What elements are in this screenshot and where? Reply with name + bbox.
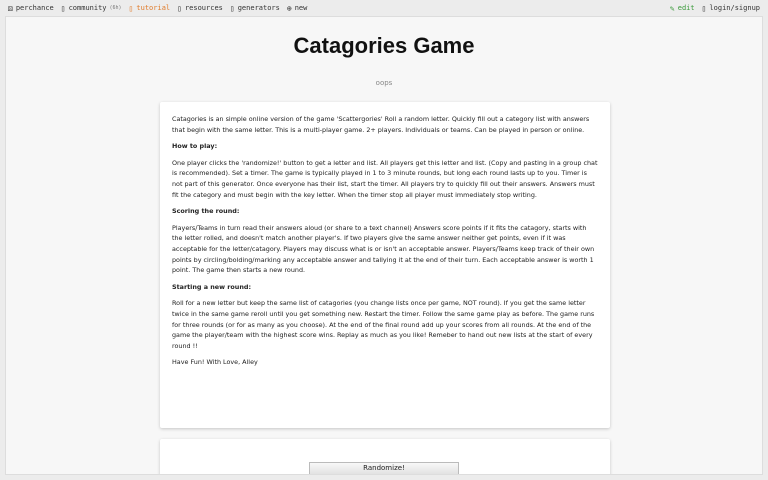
nav-login[interactable]: ▯ login/signup [701, 3, 760, 13]
top-nav [0, 0, 768, 16]
nav-perchance[interactable]: ⚄ perchance [8, 3, 54, 13]
sign-off: Have Fun! With Love, Alley [172, 358, 258, 367]
generators-icon: ▯ [229, 3, 235, 13]
edit-icon: ✎ [669, 3, 675, 13]
new-round-text: Roll for a new letter but keep the same list of catagories (you change lists once per game, NOT round). If you get the same letter twice in the same game reroll until you get something new. Restart the timer. Follow the same game play as before. The game runs for three rounds (or for as many as you choose). At the end of the final round add up your scores from all rounds. At the end of the game the player/team with the highest score wins. Replay as much as you like! Remeber to hand out new lists at the start of every round !! [172, 299, 595, 350]
scoring-text: Players/Teams in turn read their answers aloud (or share to a text channel) Answers score points if it fits the catagory, starts with the letter rolled, and doesn't match another player's. If two players give the same answer neither get points, even if it was acceptable for the letter/catagory. Players may discuss what is or isn't an acceptable answer. Players/Teams keep track of their own points by circling/bolding/marking any acceptable answer and tallying it at the end of their turn. Each acceptable answer is worth 1 point. The game then starts a new round. [172, 223, 595, 275]
how-to-play-heading: How to play: [172, 142, 218, 151]
login-icon: ▯ [701, 3, 707, 13]
subtitle: oops [375, 79, 393, 87]
nav-resources[interactable]: ▯ resources [177, 3, 223, 13]
community-icon: ▯ [60, 3, 66, 13]
randomize-card [160, 439, 610, 475]
intro-text: Catagories is an simple online version of the game 'Scattergories' Roll a random letter. Quickly fill out a category list with answers that begin with the same letter. This is a multi-player game. 2+ players. Individuals or teams. Can be played in person or online. [172, 115, 590, 134]
nav-community[interactable]: ▯ community (6h) [60, 3, 122, 13]
nav-new[interactable]: ⊕ new [286, 3, 308, 13]
nav-generators[interactable]: ▯ generators [229, 3, 280, 13]
resources-icon: ▯ [177, 3, 182, 13]
new-icon: ⊕ [286, 3, 292, 13]
scoring-heading: Scoring the round: [172, 207, 240, 216]
randomize-button[interactable]: Randomize! [309, 462, 459, 475]
tutorial-icon: ▯ [128, 3, 134, 13]
generator-output [5, 16, 763, 475]
nav-tutorial[interactable]: ▯ tutorial [128, 3, 171, 13]
nav-edit[interactable]: ✎ edit [669, 3, 695, 13]
perchance-logo-icon: ⚄ [8, 3, 13, 13]
instructions-card [160, 102, 610, 428]
how-to-play-text: One player clicks the 'randomize!' button to get a letter and list. All players get this letter and list. (Copy and pasting in a group chat is recommended). Set a timer. The game is typically played in 1 to 3 minute rounds, but long each round lasts up to you. Timer is not part of this generator. Once everyone has their list, start the timer. All players try to quickly fill out their answers. Answers must fit the category and must begin with the key letter. When the timer stop all player must immediately stop writing. [172, 158, 598, 199]
new-round-heading: Starting a new round: [172, 282, 252, 291]
page-title: Catagories Game [293, 33, 475, 58]
